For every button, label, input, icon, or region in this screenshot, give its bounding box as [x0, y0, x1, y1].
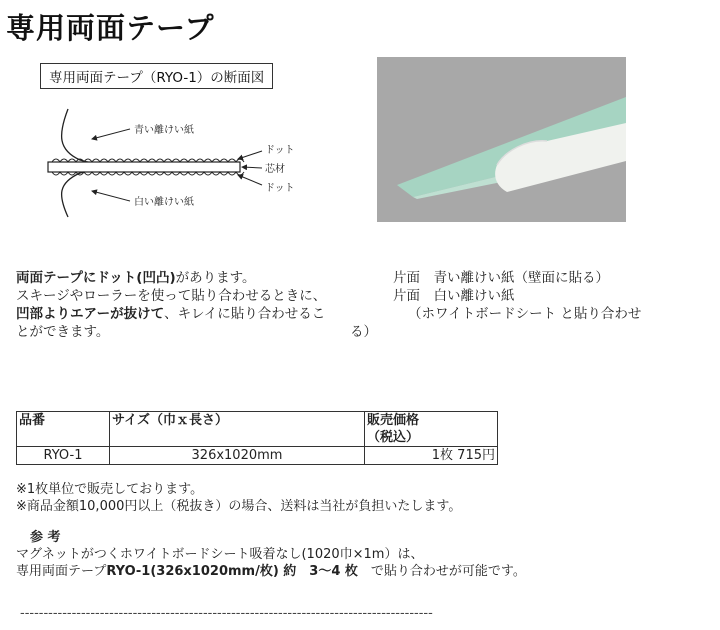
- reference-line-2-post: で貼り合わせが可能です。: [357, 564, 526, 579]
- cell-price: [365, 447, 498, 465]
- table-row: [17, 447, 498, 465]
- label-white-paper: 白い離けい紙: [134, 197, 194, 208]
- description-line-1: [16, 269, 256, 287]
- reference-line-2-pre: 専用両面テープ: [16, 564, 107, 579]
- description-line-4: とができます。: [16, 324, 110, 340]
- core-material: [48, 162, 240, 172]
- cell-qty: 1枚: [431, 448, 454, 463]
- diagram-title: 専用両面テープ（RYO-1）の断面図: [40, 63, 273, 89]
- label-blue-paper: 青い離けい紙: [134, 125, 194, 136]
- reference-line-2: [16, 563, 526, 580]
- side-blue-text: 片面 青い離けい紙（壁面に貼る）: [393, 270, 609, 286]
- label-dot-bottom: ドット: [265, 183, 295, 194]
- air-highlight: 凹部よりエアーが抜けて: [16, 306, 165, 322]
- cell-amount: 715円: [457, 448, 495, 463]
- cross-section-diagram: [40, 95, 330, 225]
- note-shipping: ※商品金額10,000円以上（税抜き）の場合、送料は当社が負担いたします。: [16, 499, 462, 514]
- description-line-3: [16, 305, 325, 323]
- header-tax-label: （税込）: [367, 430, 420, 445]
- description-line-2: スキージやローラーを使って貼り合わせるときに、: [16, 288, 327, 304]
- description-line-1-rest: があります。: [175, 270, 256, 286]
- product-photo: [377, 57, 626, 222]
- description-line-3-rest: 、キレイに貼り合わせるこ: [164, 306, 326, 322]
- divider-line: ----------------------------------------------------------------------------------------: [20, 606, 433, 621]
- white-release-paper: [62, 170, 150, 217]
- reference-line-2-bold: RYO-1(326x1020mm/枚) 約 3～4 枚: [106, 564, 358, 579]
- side-note-line-4: る）: [350, 324, 377, 340]
- dot-highlight: 両面テープにドット(凹凸): [16, 270, 176, 286]
- reference-heading: 参 考: [30, 530, 61, 545]
- side-white-text: 片面 白い離けい紙: [393, 288, 515, 304]
- table-header-row: [17, 412, 498, 447]
- side-note-line-3: （ホワイトボードシート と貼り合わせ: [408, 306, 642, 322]
- reference-line-1: マグネットがつくホワイトボードシート吸着なし(1020巾×1m）は、: [16, 547, 424, 562]
- note-unit: ※1枚単位で販売しております。: [16, 482, 204, 497]
- page-title: 専用両面テープ: [6, 11, 215, 45]
- blue-release-paper: [62, 109, 150, 164]
- cell-code: RYO-1: [17, 447, 110, 465]
- label-dot-top: ドット: [265, 145, 295, 156]
- cell-size: 326x1020mm: [110, 447, 365, 465]
- header-code: 品番: [17, 412, 110, 447]
- header-size: サイズ（巾ｘ長さ）: [110, 412, 365, 447]
- header-price-label: 販売価格: [367, 413, 420, 428]
- header-price: [365, 412, 498, 447]
- label-core: 芯材: [265, 164, 285, 175]
- price-table: [16, 411, 498, 465]
